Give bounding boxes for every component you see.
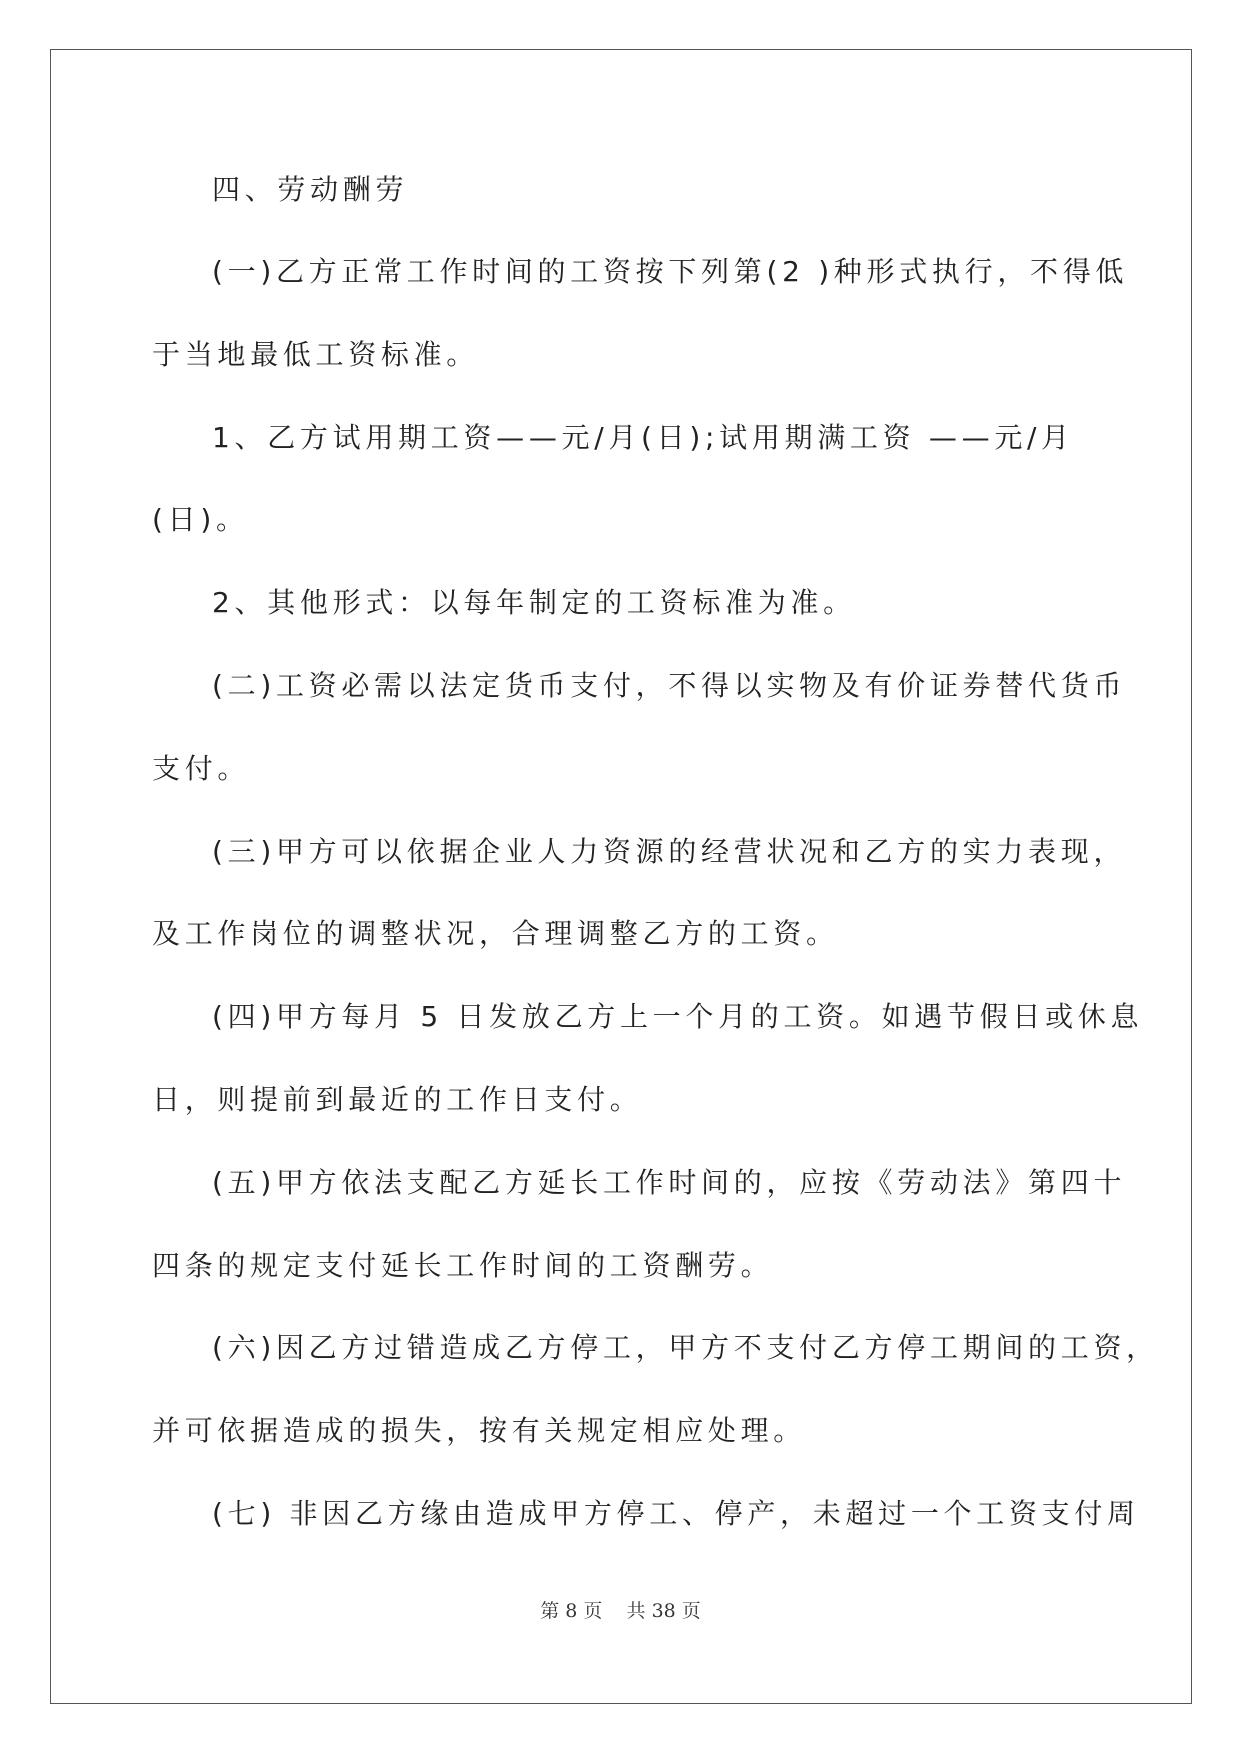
text-line: (五)甲方依法支配乙方延长工作时间的，应按《劳动法》第四十 <box>212 1166 1127 1199</box>
text-line: 2、其他形式：以每年制定的工资标准为准。 <box>212 586 856 619</box>
text-line: (六)因乙方过错造成乙方停工，甲方不支付乙方停工期间的工资， <box>212 1331 1159 1364</box>
text-line: 于当地最低工资标准。 <box>152 338 480 371</box>
text-line: 四条的规定支付延长工作时间的工资酬劳。 <box>152 1249 774 1282</box>
text-line: (三)甲方可以依据企业人力资源的经营状况和乙方的实力表现， <box>212 835 1127 868</box>
page-border <box>50 49 1192 1704</box>
section-heading: 四、劳动酬劳 <box>212 173 409 206</box>
text-line: 1、乙方试用期工资——元/月(日);试用期满工资 ——元/月 <box>212 421 1074 454</box>
text-line: (一)乙方正常工作时间的工资按下列第(2 )种形式执行，不得低 <box>212 255 1129 288</box>
text-line: 日，则提前到最近的工作日支付。 <box>152 1083 643 1116</box>
text-line: 支付。 <box>152 752 251 785</box>
text-line: (二)工资必需以法定货币支付，不得以实物及有价证券替代货币 <box>212 669 1127 702</box>
text-line: 及工作岗位的调整状况，合理调整乙方的工资。 <box>152 917 839 950</box>
text-line: (七) 非因乙方缘由造成甲方停工、停产，未超过一个工资支付周 <box>212 1497 1140 1530</box>
text-line: (四)甲方每月 5 日发放乙方上一个月的工资。如遇节假日或休息 <box>212 1000 1144 1033</box>
text-line: (日)。 <box>152 503 249 536</box>
page-number: 第 8 页 共 38 页 <box>540 1600 701 1622</box>
text-line: 并可依据造成的损失，按有关规定相应处理。 <box>152 1414 807 1447</box>
